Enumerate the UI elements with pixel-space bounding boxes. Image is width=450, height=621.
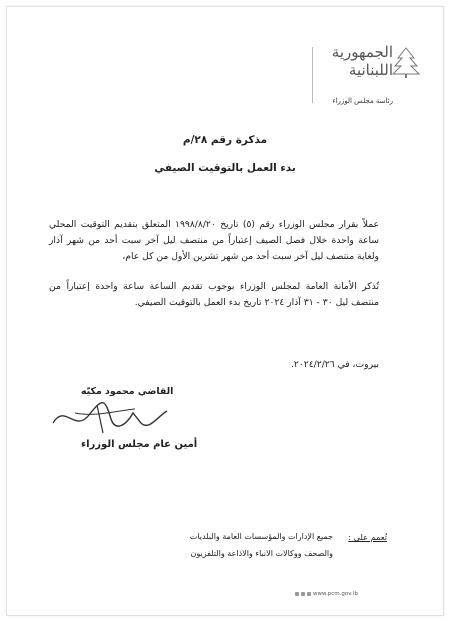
cc-label: تُعمم على : (348, 532, 387, 542)
document-page (6, 6, 444, 616)
body-paragraph-2: تُذكر الأمانة العامة لمجلس الوزراء بوجوب تقديم الساعة ساعة واحدة إعتباراً من منتصف ليل ٣٠ - ٣١ آذار ٢٠٢٤ تاريخ بدء العمل بالتوقيت الصيفي. (49, 281, 379, 308)
signature-mark (45, 393, 175, 439)
letterhead-line-2: اللبنانية (348, 61, 393, 79)
body-paragraph-1: عملاً بقرار مجلس الوزراء رقم (٥) تاريخ ١٩٩٨/٨/٢٠ المتعلق بتقديم التوقيت المحلي ساعة واحدة خلال فصل الصيف إعتباراً من منتصف ليل آخر سبت أحد من شهر آذار ولغاية منتصف ليل آخر سبت أحد من شهر تشرين الأول من كل عام، (49, 219, 379, 262)
cc-recipients-line-1: جميع الإدارات والمؤسسات العامة والبلديات (189, 532, 333, 541)
memo-subject: بدء العمل بالتوقيت الصيفي (154, 162, 296, 174)
website-url: www.pcm.gov.lb (313, 591, 358, 597)
letterhead-subtitle: رئاسة مجلس الوزراء (332, 97, 393, 105)
twitter-icon (301, 592, 305, 596)
date-line: بيروت، في ٢٠٢٤/٢/٢٦. (291, 359, 379, 370)
signer-name: القاضي محمود مكيّه (81, 386, 174, 397)
facebook-icon (295, 592, 299, 596)
letterhead-divider (312, 47, 313, 103)
signer-title: أمين عام مجلس الوزراء (81, 439, 198, 450)
cedar-emblem-icon (389, 45, 423, 79)
memo-number: مذكرة رقم ٢٨/م (182, 134, 268, 146)
cc-recipients-line-2: والصحف ووكالات الانباء والاذاعة والتلفزيون (190, 549, 333, 558)
instagram-icon (307, 592, 311, 596)
letterhead-line-1: الجمهورية (331, 43, 393, 61)
